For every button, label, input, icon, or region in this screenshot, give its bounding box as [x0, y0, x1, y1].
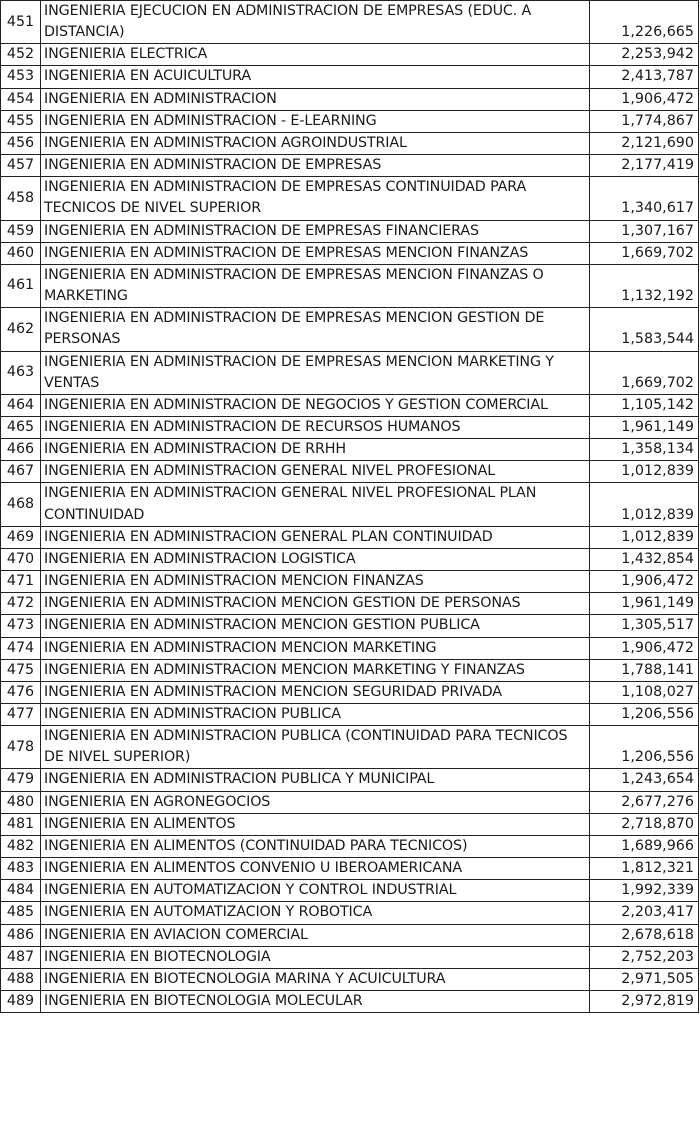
row-number: 455	[1, 110, 41, 132]
table-row	[1, 571, 699, 593]
program-name: INGENIERIA EN ADMINISTRACION DE EMPRESAS MENCION MARKETING Y VENTAS	[41, 351, 590, 394]
row-number: 483	[1, 858, 41, 880]
table-row	[1, 880, 699, 902]
program-value: 2,413,787	[590, 66, 699, 88]
row-number: 472	[1, 593, 41, 615]
table-row	[1, 548, 699, 570]
program-name: INGENIERIA EN ADMINISTRACION MENCION SEGURIDAD PRIVADA	[41, 681, 590, 703]
program-value: 1,243,654	[590, 769, 699, 791]
program-value: 1,788,141	[590, 659, 699, 681]
table-row	[1, 858, 699, 880]
program-name: INGENIERIA EN ADMINISTRACION DE EMPRESAS MENCION FINANZAS	[41, 242, 590, 264]
row-number: 478	[1, 726, 41, 769]
table-row	[1, 924, 699, 946]
program-name: INGENIERIA EN ADMINISTRACION GENERAL NIVEL PROFESIONAL PLAN CONTINUIDAD	[41, 483, 590, 526]
program-name: INGENIERIA EN BIOTECNOLOGIA MOLECULAR	[41, 991, 590, 1013]
program-value: 1,226,665	[590, 1, 699, 44]
row-number: 475	[1, 659, 41, 681]
program-name: INGENIERIA EN ADMINISTRACION MENCION GESTION DE PERSONAS	[41, 593, 590, 615]
program-value: 2,253,942	[590, 44, 699, 66]
program-value: 2,677,276	[590, 791, 699, 813]
program-value: 1,669,702	[590, 351, 699, 394]
program-name: INGENIERIA EN ADMINISTRACION DE RRHH	[41, 439, 590, 461]
table-row	[1, 593, 699, 615]
row-number: 456	[1, 132, 41, 154]
table-row	[1, 726, 699, 769]
program-name: INGENIERIA EN ALIMENTOS CONVENIO U IBEROAMERICANA	[41, 858, 590, 880]
program-value: 1,774,867	[590, 110, 699, 132]
table-row	[1, 155, 699, 177]
row-number: 477	[1, 704, 41, 726]
table-row	[1, 461, 699, 483]
program-value: 2,203,417	[590, 902, 699, 924]
table-row	[1, 439, 699, 461]
row-number: 488	[1, 968, 41, 990]
program-value: 1,108,027	[590, 681, 699, 703]
program-value: 2,752,203	[590, 946, 699, 968]
program-value: 1,961,149	[590, 593, 699, 615]
table-row	[1, 526, 699, 548]
program-value: 1,992,339	[590, 880, 699, 902]
row-number: 465	[1, 416, 41, 438]
table-row	[1, 813, 699, 835]
table-row	[1, 968, 699, 990]
table-row	[1, 769, 699, 791]
table-row	[1, 132, 699, 154]
program-value: 1,206,556	[590, 704, 699, 726]
table-row	[1, 416, 699, 438]
row-number: 461	[1, 264, 41, 307]
program-value: 1,669,702	[590, 242, 699, 264]
program-name: INGENIERIA EN BIOTECNOLOGIA	[41, 946, 590, 968]
program-name: INGENIERIA EN ADMINISTRACION	[41, 88, 590, 110]
program-name: INGENIERIA EN ADMINISTRACION GENERAL PLAN CONTINUIDAD	[41, 526, 590, 548]
row-number: 462	[1, 308, 41, 351]
program-name: INGENIERIA EN BIOTECNOLOGIA MARINA Y ACUICULTURA	[41, 968, 590, 990]
program-name: INGENIERIA EN ADMINISTRACION MENCION GESTION PUBLICA	[41, 615, 590, 637]
row-number: 466	[1, 439, 41, 461]
program-name: INGENIERIA EN ADMINISTRACION DE EMPRESAS	[41, 155, 590, 177]
table-row	[1, 66, 699, 88]
program-name: INGENIERIA EN AUTOMATIZACION Y CONTROL INDUSTRIAL	[41, 880, 590, 902]
program-name: INGENIERIA EN ADMINISTRACION DE EMPRESAS MENCION GESTION DE PERSONAS	[41, 308, 590, 351]
table-row	[1, 615, 699, 637]
row-number: 471	[1, 571, 41, 593]
program-name: INGENIERIA EN ADMINISTRACION - E-LEARNING	[41, 110, 590, 132]
program-value: 1,358,134	[590, 439, 699, 461]
table-row	[1, 1, 699, 44]
program-name: INGENIERIA EN ADMINISTRACION DE NEGOCIOS Y GESTION COMERCIAL	[41, 394, 590, 416]
program-value: 2,718,870	[590, 813, 699, 835]
program-value: 1,583,544	[590, 308, 699, 351]
row-number: 486	[1, 924, 41, 946]
program-name: INGENIERIA EN ADMINISTRACION DE EMPRESAS MENCION FINANZAS O MARKETING	[41, 264, 590, 307]
program-name: INGENIERIA EN AGRONEGOCIOS	[41, 791, 590, 813]
row-number: 480	[1, 791, 41, 813]
program-name: INGENIERIA EN ALIMENTOS (CONTINUIDAD PARA TECNICOS)	[41, 835, 590, 857]
row-number: 474	[1, 637, 41, 659]
table-row	[1, 177, 699, 220]
program-name: INGENIERIA EJECUCION EN ADMINISTRACION DE EMPRESAS (EDUC. A DISTANCIA)	[41, 1, 590, 44]
program-name: INGENIERIA EN ALIMENTOS	[41, 813, 590, 835]
row-number: 479	[1, 769, 41, 791]
row-number: 489	[1, 991, 41, 1013]
table-row	[1, 88, 699, 110]
row-number: 470	[1, 548, 41, 570]
row-number: 452	[1, 44, 41, 66]
program-value: 1,961,149	[590, 416, 699, 438]
table-row	[1, 704, 699, 726]
program-name: INGENIERIA EN ADMINISTRACION LOGISTICA	[41, 548, 590, 570]
program-name: INGENIERIA EN ADMINISTRACION AGROINDUSTRIAL	[41, 132, 590, 154]
row-number: 484	[1, 880, 41, 902]
table-row	[1, 351, 699, 394]
program-value: 1,206,556	[590, 726, 699, 769]
row-number: 460	[1, 242, 41, 264]
table-row	[1, 110, 699, 132]
table-row	[1, 902, 699, 924]
row-number: 485	[1, 902, 41, 924]
row-number: 467	[1, 461, 41, 483]
row-number: 464	[1, 394, 41, 416]
career-table-body	[1, 1, 699, 1013]
table-row	[1, 791, 699, 813]
program-name: INGENIERIA EN ADMINISTRACION DE EMPRESAS CONTINUIDAD PARA TECNICOS DE NIVEL SUPERIOR	[41, 177, 590, 220]
table-row	[1, 991, 699, 1013]
program-value: 1,906,472	[590, 637, 699, 659]
program-value: 2,177,419	[590, 155, 699, 177]
program-name: INGENIERIA EN ADMINISTRACION MENCION MARKETING Y FINANZAS	[41, 659, 590, 681]
row-number: 468	[1, 483, 41, 526]
program-name: INGENIERIA ELECTRICA	[41, 44, 590, 66]
program-name: INGENIERIA EN ADMINISTRACION DE RECURSOS HUMANOS	[41, 416, 590, 438]
row-number: 451	[1, 1, 41, 44]
table-row	[1, 220, 699, 242]
table-row	[1, 835, 699, 857]
program-value: 1,340,617	[590, 177, 699, 220]
table-row	[1, 44, 699, 66]
program-value: 2,121,690	[590, 132, 699, 154]
table-row	[1, 946, 699, 968]
row-number: 463	[1, 351, 41, 394]
table-row	[1, 659, 699, 681]
program-value: 1,012,839	[590, 483, 699, 526]
row-number: 476	[1, 681, 41, 703]
table-row	[1, 242, 699, 264]
row-number: 469	[1, 526, 41, 548]
program-value: 1,305,517	[590, 615, 699, 637]
table-row	[1, 483, 699, 526]
table-row	[1, 308, 699, 351]
program-value: 1,906,472	[590, 88, 699, 110]
program-name: INGENIERIA EN AVIACION COMERCIAL	[41, 924, 590, 946]
program-name: INGENIERIA EN ADMINISTRACION PUBLICA (CONTINUIDAD PARA TECNICOS DE NIVEL SUPERIOR)	[41, 726, 590, 769]
row-number: 459	[1, 220, 41, 242]
program-value: 2,678,618	[590, 924, 699, 946]
program-name: INGENIERIA EN ADMINISTRACION GENERAL NIVEL PROFESIONAL	[41, 461, 590, 483]
row-number: 487	[1, 946, 41, 968]
program-value: 1,689,966	[590, 835, 699, 857]
row-number: 482	[1, 835, 41, 857]
program-name: INGENIERIA EN ADMINISTRACION MENCION FINANZAS	[41, 571, 590, 593]
program-value: 2,972,819	[590, 991, 699, 1013]
program-name: INGENIERIA EN AUTOMATIZACION Y ROBOTICA	[41, 902, 590, 924]
program-name: INGENIERIA EN ADMINISTRACION PUBLICA	[41, 704, 590, 726]
program-value: 2,971,505	[590, 968, 699, 990]
row-number: 457	[1, 155, 41, 177]
program-value: 1,012,839	[590, 526, 699, 548]
program-value: 1,432,854	[590, 548, 699, 570]
program-value: 1,307,167	[590, 220, 699, 242]
program-value: 1,812,321	[590, 858, 699, 880]
row-number: 454	[1, 88, 41, 110]
table-row	[1, 264, 699, 307]
program-name: INGENIERIA EN ADMINISTRACION PUBLICA Y MUNICIPAL	[41, 769, 590, 791]
table-row	[1, 637, 699, 659]
table-row	[1, 681, 699, 703]
row-number: 458	[1, 177, 41, 220]
row-number: 481	[1, 813, 41, 835]
row-number: 453	[1, 66, 41, 88]
program-value: 1,906,472	[590, 571, 699, 593]
program-name: INGENIERIA EN ADMINISTRACION DE EMPRESAS FINANCIERAS	[41, 220, 590, 242]
table-row	[1, 394, 699, 416]
program-name: INGENIERIA EN ADMINISTRACION MENCION MARKETING	[41, 637, 590, 659]
program-value: 1,105,142	[590, 394, 699, 416]
row-number: 473	[1, 615, 41, 637]
program-name: INGENIERIA EN ACUICULTURA	[41, 66, 590, 88]
program-value: 1,012,839	[590, 461, 699, 483]
program-value: 1,132,192	[590, 264, 699, 307]
